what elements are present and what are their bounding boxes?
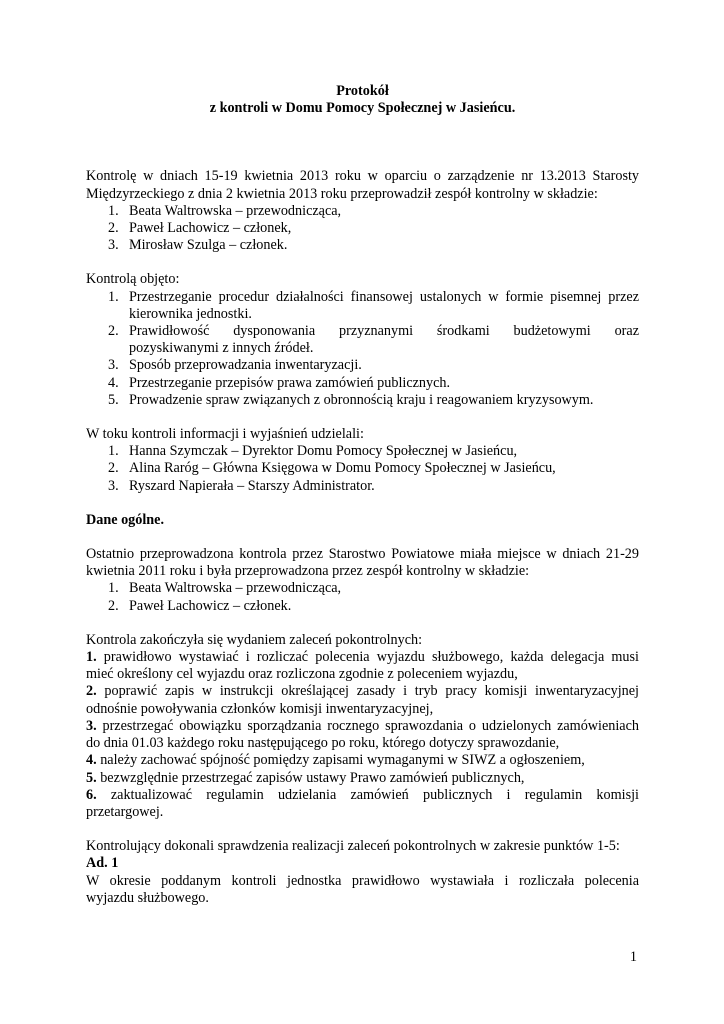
scope-section bbox=[86, 271, 639, 409]
general-line-2: kwietnia 2011 roku i była przeprowadzona przez zespół kontrolny w składzie: bbox=[86, 563, 530, 580]
list-item: 1. Przestrzeganie procedur działalności finansowej ustalonych w formie pisemnej przez kierownika jednostki. bbox=[108, 288, 639, 322]
intro-section bbox=[86, 168, 639, 254]
scope-list bbox=[86, 289, 639, 409]
verification-section bbox=[86, 838, 639, 907]
document-page bbox=[86, 83, 639, 907]
document-title bbox=[86, 83, 639, 117]
title-line-2: z kontroli w Domu Pomocy Społecznej w Jasieńcu. bbox=[209, 100, 516, 117]
ad-1-heading: Ad. 1 bbox=[86, 855, 119, 872]
title-line-1: Protokół bbox=[336, 83, 389, 99]
info-list bbox=[86, 443, 639, 495]
list-item: 2. Paweł Lachowicz – członek, bbox=[108, 220, 292, 237]
recommendation-item: 4. należy zachować spójność pomiędzy zapisami wymaganymi w SIWZ a ogłoszeniem, bbox=[86, 752, 585, 769]
list-item: 2. Prawidłowość dysponowania przyznanymi środkami budżetowymi oraz pozyskiwanymi z innych źródeł. bbox=[108, 323, 639, 357]
intro-line-1: Kontrolę w dniach 15-19 kwietnia 2013 roku w oparciu o zarządzenie nr 13.2013 Starosty bbox=[86, 168, 639, 185]
list-item: 3. Mirosław Szulga – członek. bbox=[108, 237, 288, 254]
list-item: 5. Prowadzenie spraw związanych z obronnością kraju i reagowaniem kryzysowym. bbox=[108, 391, 594, 408]
list-item: 4. Przestrzeganie przepisów prawa zamówień publicznych. bbox=[108, 374, 451, 391]
scope-heading: Kontrolą objęto: bbox=[86, 271, 180, 288]
info-heading: W toku kontroli informacji i wyjaśnień udzielali: bbox=[86, 426, 364, 443]
page-number: 1 bbox=[629, 949, 637, 965]
recommendation-item: 3. przestrzegać obowiązku sporządzania rocznego sprawozdania o udzielonych zamówieniach do dnia 01.03 każdego roku następującego po roku, którego dotyczy sprawozdanie, bbox=[86, 717, 639, 752]
recommendation-item: 5. bezwzględnie przestrzegać zapisów ustawy Prawo zamówień publicznych, bbox=[86, 769, 525, 786]
list-item: 1. Hanna Szymczak – Dyrektor Domu Pomocy Społecznej w Jasieńcu, bbox=[108, 443, 518, 460]
general-heading: Dane ogólne. bbox=[86, 511, 165, 528]
general-section bbox=[86, 512, 639, 615]
list-item: 1. Beata Waltrowska – przewodnicząca, bbox=[108, 202, 342, 219]
info-section bbox=[86, 426, 639, 495]
general-line-1: Ostatnio przeprowadzona kontrola przez Starostwo Powiatowe miała miejsce w dniach 21-29 bbox=[86, 546, 639, 563]
intro-line-2: Międzyrzeckiego z dnia 2 kwietnia 2013 roku przeprowadził zespół kontrolny w składzie: bbox=[86, 185, 598, 202]
list-item: 1. Beata Waltrowska – przewodnicząca, bbox=[108, 580, 342, 597]
list-item: 2. Alina Raróg – Główna Księgowa w Domu Pomocy Społecznej w Jasieńcu, bbox=[108, 460, 556, 477]
recommendations-section bbox=[86, 632, 639, 821]
team-list bbox=[86, 203, 639, 255]
recommendation-item: 1. prawidłowo wystawiać i rozliczać polecenia wyjazdu służbowego, każda delegacja musi mieć określony cel wyjazdu oraz rozliczona zgodnie z poleceniem wyjazdu, bbox=[86, 649, 639, 683]
list-item: 3. Ryszard Napierała – Starszy Administrator. bbox=[108, 477, 375, 494]
list-item: 3. Sposób przeprowadzania inwentaryzacji. bbox=[108, 357, 362, 374]
verification-line: Kontrolujący dokonali sprawdzenia realizacji zaleceń pokontrolnych w zakresie punktów 1-5: bbox=[86, 838, 620, 855]
ad-1-line-2: wyjazdu służbowego. bbox=[86, 889, 209, 906]
list-item: 2. Paweł Lachowicz – członek. bbox=[108, 597, 292, 614]
recommendation-item: 6. zaktualizować regulamin udzielania zamówień publicznych i regulamin komisji przetargowej. bbox=[86, 786, 639, 820]
recommendation-item: 2. poprawić zapis w instrukcji określającej zasady i tryb pracy komisji inwentaryzacyjnej odnośnie powoływania członków komisji inwentaryzacyjnej, bbox=[86, 683, 639, 717]
ad-1-line-1: W okresie poddanym kontroli jednostka prawidłowo wystawiała i rozliczała polecenia bbox=[86, 872, 639, 889]
previous-team-list bbox=[86, 580, 639, 614]
recommendations-heading: Kontrola zakończyła się wydaniem zaleceń pokontrolnych: bbox=[86, 631, 423, 648]
